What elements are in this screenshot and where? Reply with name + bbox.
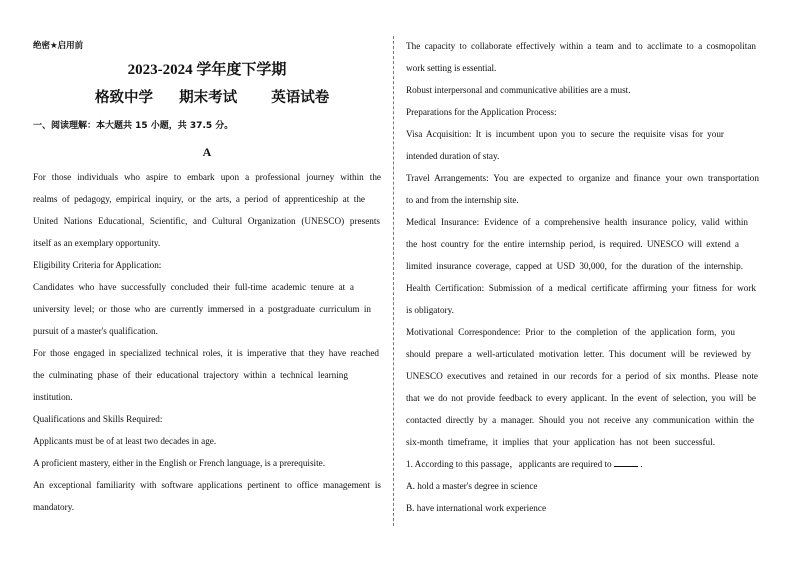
left-line: A proficient mastery, either in the English or French language, is a prerequisite. bbox=[33, 458, 326, 468]
right-line: Visa Acquisition: It is incumbent upon you to secure the requisite visas for your bbox=[406, 129, 724, 139]
left-line: the culminating phase of their educational trajectory within a technical learning bbox=[33, 370, 348, 380]
right-line: should prepare a well-articulated motivation letter. This document will be reviewed by bbox=[406, 349, 751, 359]
right-line: to and from the internship site. bbox=[406, 195, 519, 205]
right-line: Health Certification: Submission of a medical certificate affirming your fitness for work bbox=[406, 283, 756, 293]
right-line: Robust interpersonal and communicative abilities are a must. bbox=[406, 85, 631, 95]
exam-subtitle bbox=[95, 89, 330, 106]
right-line: UNESCO executives and retained in our records for a period of six months. Please note bbox=[406, 371, 758, 381]
exam-title: 2023-2024 学年度下学期 bbox=[127, 62, 287, 78]
question-end: . bbox=[640, 459, 643, 469]
school-name: 格致中学 bbox=[95, 89, 153, 106]
right-line: Medical Insurance: Evidence of a comprehensive health insurance policy, valid within bbox=[406, 217, 748, 227]
exam-name: 期末考试 bbox=[179, 89, 238, 106]
right-line: Preparations for the Application Process: bbox=[406, 107, 557, 117]
right-line: is obligatory. bbox=[406, 305, 454, 315]
right-line: Travel Arrangements: You are expected to organize and finance your own transportation bbox=[406, 173, 759, 183]
right-line: the host country for the entire internship period, is required. UNESCO will extend a bbox=[406, 239, 739, 249]
section-heading: 一、阅读理解：本大题共 15 小题，共 37.5 分。 bbox=[33, 121, 234, 131]
left-line: Eligibility Criteria for Application: bbox=[33, 260, 162, 270]
passage-label: A bbox=[202, 145, 212, 159]
left-line: pursuit of a master's qualification. bbox=[33, 326, 158, 336]
answer-option-b: B. have international work experience bbox=[406, 503, 547, 513]
left-line: For those engaged in specialized technical roles, it is imperative that they have reached bbox=[33, 348, 379, 358]
right-line: limited insurance coverage, capped at USD 30,000, for the duration of the internship. bbox=[406, 261, 743, 271]
left-line: An exceptional familiarity with software applications pertinent to office management is bbox=[33, 480, 381, 490]
right-line: intended duration of stay. bbox=[406, 151, 500, 161]
left-line: realms of pedagogy, empirical inquiry, or the arts, a period of apprenticeship at the bbox=[33, 194, 365, 204]
question-stem bbox=[406, 458, 643, 470]
right-line: The capacity to collaborate effectively within a team and to acclimate to a cosmopolitan bbox=[406, 41, 756, 51]
answer-blank bbox=[614, 458, 638, 467]
left-line: university level; or those who are currently immersed in a postgraduate curriculum in bbox=[33, 304, 371, 314]
right-line: that we do not provide feedback to every applicant. In the event of selection, you will be bbox=[406, 393, 756, 403]
left-line: Applicants must be of at least two decades in age. bbox=[33, 436, 217, 446]
right-line: work setting is essential. bbox=[406, 63, 497, 73]
left-line: For those individuals who aspire to embark upon a professional journey within the bbox=[33, 172, 381, 182]
left-line: Candidates who have successfully concluded their full-time academic tenure at a bbox=[33, 282, 354, 292]
column-divider bbox=[393, 36, 394, 526]
left-line: institution. bbox=[33, 392, 73, 402]
right-line: six-month timeframe, it implies that your application has not been successful. bbox=[406, 437, 715, 447]
confidential-label: 绝密★启用前 bbox=[33, 41, 84, 51]
left-line: United Nations Educational, Scientific, and Cultural Organization (UNESCO) presents bbox=[33, 216, 380, 226]
left-line: Qualifications and Skills Required: bbox=[33, 414, 163, 424]
answer-option-a: A. hold a master's degree in science bbox=[406, 481, 538, 491]
right-line: Motivational Correspondence: Prior to the completion of the application form, you bbox=[406, 327, 735, 337]
left-line: itself as an exemplary opportunity. bbox=[33, 238, 161, 248]
subject-name: 英语试卷 bbox=[271, 89, 330, 106]
left-line: mandatory. bbox=[33, 502, 74, 512]
right-line: contacted directly by a manager. Should you not receive any communication within the bbox=[406, 415, 754, 425]
question-text: 1. According to this passage，applicants are required to bbox=[406, 459, 612, 469]
